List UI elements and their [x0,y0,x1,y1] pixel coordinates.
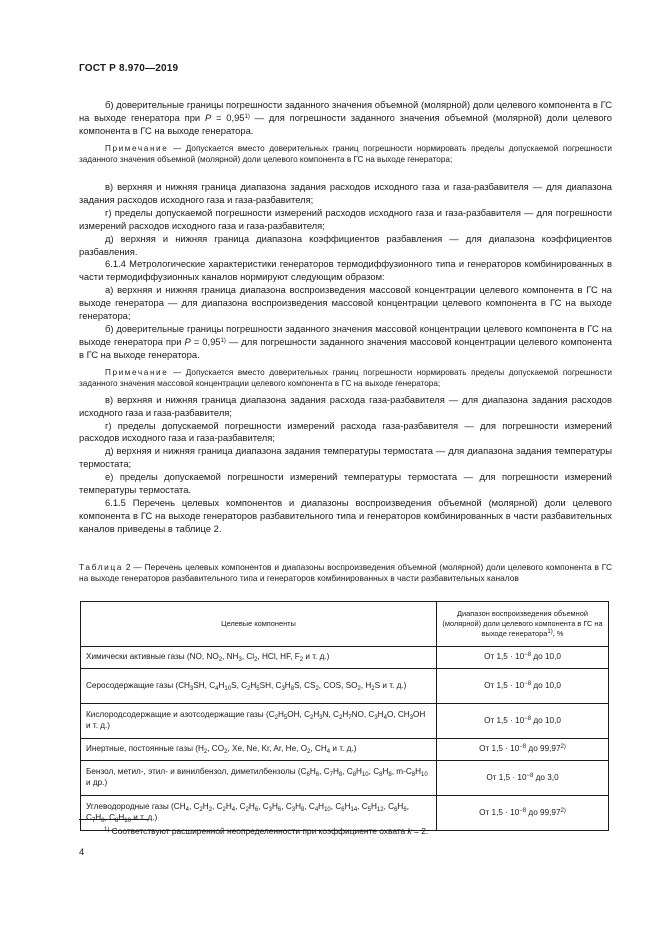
table-row [81,647,609,669]
table-2 [80,601,609,831]
paragraph-v: в) верхняя и нижняя граница диапазона задания расходов исходного газа и газа-разбавителя — для диапазона задания расходов исходного газа и газа-разбавителя; [79,181,612,205]
paragraph-b: б) доверительные границы погрешности заданного значения объемной (молярной) доли целевого компонента в ГС на выходе генератора при $P = 0,95^{1)}$ — для погрешности заданного значения объемной (молярной) доли целевого компонента в ГС на выходе генератора. [79,99,612,136]
text-block-1 [79,99,612,170]
note-1: Примечание — Допускается вместо доверительных границ погрешности нормировать пределы допускаемой погрешности заданного значения объемной (молярной) доли целевого компонента в ГС на выходе генератора; [79,143,612,164]
note-2: Примечание — Допускается вместо доверительных границ погрешности нормировать пределы допускаемой погрешности заданного значения массовой концентрации целевого компонента в ГС на выходе генератора; [79,367,612,388]
component-cell: Серосодержащие газы ($CH_3SH$, $C_4H_{10}S$, $C_2H_5SH$, $C_3H_8S$, $CS_2$, COS, $SO_2$, $H_2S$ и т. д.) [81,669,437,704]
table-caption: Таблица 2 — Перечень целевых компонентов и диапазоны воспроизведения объемной (молярной) доли целевого компонента в ГС на выходе генераторов разбавительного типа и генераторов комбинированных в части разбавительных каналов [79,562,612,584]
range-cell: От $1,5 \cdot 10^{-8}$ до 99,97$^{2)}$ [437,739,609,761]
paragraph-g: г) пределы допускаемой погрешности измерений расходов исходного газа и газа-разбавителя — для погрешности измерений расходов исходного газа и газа-разбавителя; [79,206,612,231]
table-row [81,761,609,796]
component-cell: Химически активные газы (NO, $NO_2$, $NH_3$, $Cl_2$, HCl, HF, $F_2$ и т. д.) [81,647,437,669]
range-cell: От $1,5 \cdot 10^{-8}$ до 10,0 [437,704,609,739]
paragraph-a: а) верхняя и нижняя граница диапазона воспроизведения массовой концентрации целевого компонента в ГС на выходе генератора — для диапазона воспроизведения массовой концентрации целевого компонента в ГС на выходе генератора; [79,284,612,322]
col-header-range: Диапазон воспроизведения объемной (молярной) доли целевого компонента в ГС на выходе генератора$^{1)}$, % [437,602,609,647]
table-header-row [81,602,609,647]
component-cell: Кислородсодержащие и азотсодержащие газы ($C_2H_5OH$, $C_2H_3N$, $C_2H_7NO$, $C_3H_4O$, $CH_3OH$ и т. д.) [81,704,437,739]
paragraph-6-1-5: 6.1.5 Перечень целевых компонентов и диапазоны воспроизведения объемной (молярной) доли целевого компонента в ГС на выходе генераторов разбавительного типа и генераторов комбинированных в части разбавительных каналов приведены в таблице 2. [79,496,612,534]
component-cell: Углеводородные газы ($CH_4$, $C_2H_2$, $C_2H_4$, $C_2H_6$, $C_3H_6$, $C_3H_8$, $C_4H_{10}$, $C_6H_{14}$, $C_5H_{12}$, $C_6H_6$, $C_7H_8$, $C_8H_{10}$ и т. д.) [81,796,437,831]
footnote: $^{1)}$ Соответствуют расширенной неопределенности при коэффициенте охвата k = 2. [104,826,429,836]
component-cell: Инертные, постоянные газы ($H_2$, $CO_2$, Xe, Ne, Kr, Ar, He, $O_2$, $CH_4$ и т. д.) [81,739,437,761]
col-header-components: Целевые компоненты [81,602,437,647]
text-block-2 [79,181,612,536]
component-cell: Бензол, метил-, этил- и винилбензол, диметилбензолы ($C_6H_6$, $C_7H_8$, $C_8H_{10}$, $C_8H_8$, $m-C_8H_{10}$ и др.) [81,761,437,796]
range-cell: От $1,5 \cdot 10^{-8}$ до 10,0 [437,669,609,704]
table-row [81,739,609,761]
paragraph-6-1-4: 6.1.4 Метрологические характеристики генераторов термодиффузионного типа и генераторов комбинированных в части термодиффузионных каналов нормируют следующим образом: [79,258,612,283]
paragraph-d: д) верхняя и нижняя граница диапазона коэффициентов разбавления — для диапазона коэффициентов разбавления. [79,232,612,257]
paragraph-e2: е) пределы допускаемой погрешности измерений температуры термостата — для погрешности измерений температуры термостата. [79,471,612,496]
range-cell: От $1,5 \cdot 10^{-8}$ до 10,0 [437,647,609,669]
page-number: 4 [79,847,85,858]
paragraph-v2: в) верхняя и нижняя граница диапазона задания расхода газа-разбавителя — для диапазона задания расходов исходного газа и газа-разбавителя; [79,393,612,418]
table-row [81,704,609,739]
paragraph-d2: д) верхняя и нижняя граница диапазона задания температуры термостата — для диапазона задания температуры термостата; [79,445,612,470]
range-cell: От $1,5 \cdot 10^{-8}$ до 99,97$^{2)}$ [437,796,609,831]
range-cell: От $1,5 \cdot 10^{-8}$ до 3,0 [437,761,609,796]
document-header: ГОСТ Р 8.970—2019 [79,63,179,74]
table-row [81,669,609,704]
paragraph-g2: г) пределы допускаемой погрешности измерений расхода газа-разбавителя — для погрешности измерений расходов исходного газа и газа-разбавителя; [79,419,612,444]
paragraph-b2: б) доверительные границы погрешности заданного значения массовой концентрации целевого компонента в ГС на выходе генератора при $P = 0,95^{1)}$ — для погрешности заданного значения массовой концентрации целевого компонента в ГС на выходе генератора. [79,322,613,360]
footnote-divider [79,819,149,820]
